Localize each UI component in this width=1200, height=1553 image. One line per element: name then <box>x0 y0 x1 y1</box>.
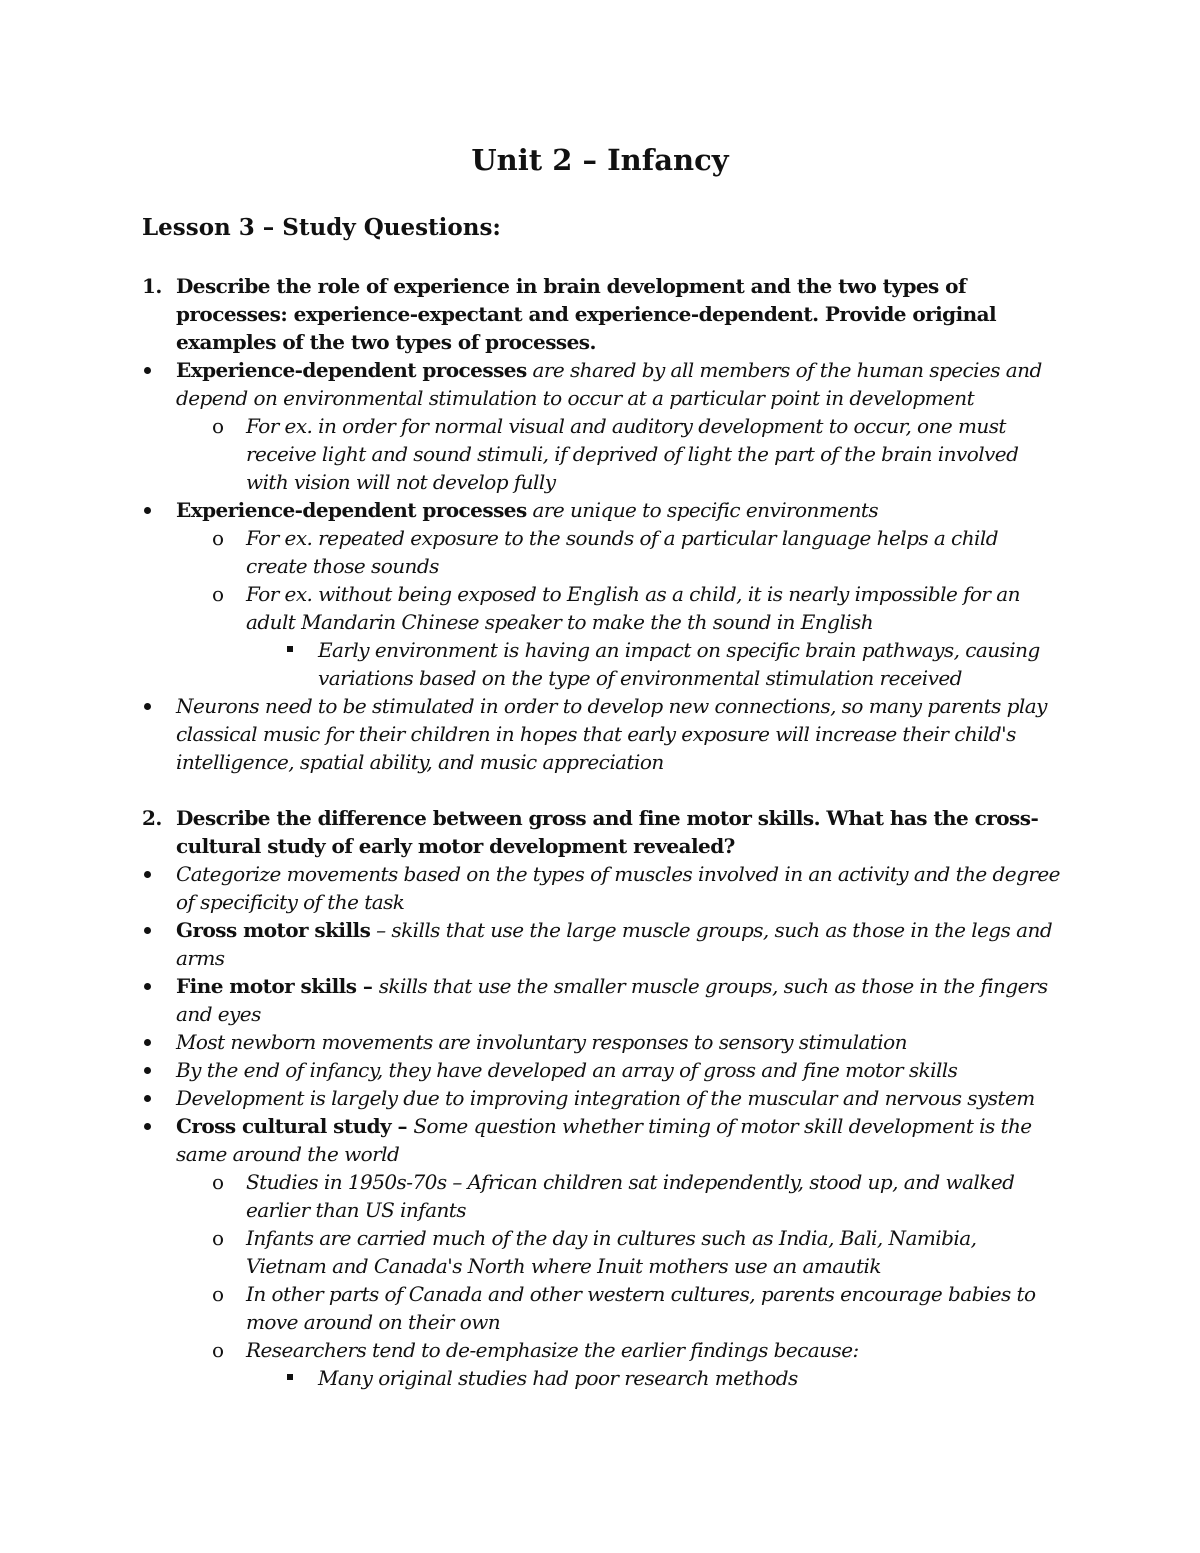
sub-bullet-item: o For ex. in order for normal visual and auditory development to occur, one must receive light and sound stimuli, if deprived of light the part of the brain involved with vision will not develop fully <box>246 412 1062 496</box>
bullet-term: Experience-dependent processes <box>176 358 527 382</box>
sub-bullet-item: o For ex. repeated exposure to the sounds of a particular language helps a child create those sounds <box>246 524 1062 580</box>
bullet-term: Experience-dependent processes <box>176 498 527 522</box>
bullet-text: Some question whether timing of motor skill development is the same around the world <box>176 1114 1032 1166</box>
bullet-text: are unique to specific environments <box>526 498 879 522</box>
question-text: Describe the difference between gross and fine motor skills. What has the cross-cultural study of early motor development revealed? <box>176 806 1039 858</box>
bullet-item <box>142 356 1062 412</box>
bullet-term: Fine motor skills – <box>176 974 379 998</box>
bullet-item: Development is largely due to improving integration of the muscular and nervous system <box>142 1084 1062 1112</box>
study-questions <box>142 272 1062 1392</box>
lesson-heading: Lesson 3 – Study Questions: <box>142 214 501 241</box>
question-2 <box>142 804 1062 860</box>
sub-bullet-item: o Studies in 1950s-70s – African children sat independently, stood up, and walked earlier than US infants <box>246 1168 1062 1224</box>
bullet-text: are shared by all members of the human species and depend on environmental stimulation to occur at a particular point in development <box>176 358 1042 410</box>
bullet-item <box>142 972 1062 1028</box>
sub-sub-bullet-item: Early environment is having an impact on specific brain pathways, causing variations based on the type of environmental stimulation received <box>318 636 1062 692</box>
bullet-item: Most newborn movements are involuntary responses to sensory stimulation <box>142 1028 1062 1056</box>
bullet-text: – skills that use the large muscle groups, such as those in the legs and arms <box>176 918 1053 970</box>
sub-bullet-item: o Researchers tend to de-emphasize the earlier findings because: <box>246 1336 1062 1364</box>
bullet-term: Cross cultural study – <box>176 1114 414 1138</box>
bullet-item <box>142 1112 1062 1168</box>
bullet-item: Neurons need to be stimulated in order to develop new connections, so many parents play classical music for their children in hopes that early exposure will increase their child's intelligence, spatial ability, and music appreciation <box>142 692 1062 776</box>
question-number: 1. <box>142 274 162 298</box>
spacer <box>142 776 1062 804</box>
question-number: 2. <box>142 806 162 830</box>
bullet-item <box>142 496 1062 524</box>
bullet-item: By the end of infancy, they have developed an array of gross and fine motor skills <box>142 1056 1062 1084</box>
bullet-term: Gross motor skills <box>176 918 371 942</box>
question-1 <box>142 272 1062 356</box>
sub-bullet-item: o In other parts of Canada and other western cultures, parents encourage babies to move around on their own <box>246 1280 1062 1336</box>
question-text: Describe the role of experience in brain development and the two types of processes: experience-expectant and experience-dependent. Provide original examples of the two types of processes. <box>176 274 997 354</box>
bullet-item <box>142 916 1062 972</box>
sub-bullet-item: o Infants are carried much of the day in cultures such as India, Bali, Namibia, Vietnam and Canada's North where Inuit mothers use an amautik <box>246 1224 1062 1280</box>
bullet-text: skills that use the smaller muscle groups, such as those in the fingers and eyes <box>176 974 1048 1026</box>
sub-bullet-item: o For ex. without being exposed to English as a child, it is nearly impossible for an adult Mandarin Chinese speaker to make the th sound in English <box>246 580 1062 636</box>
sub-sub-bullet-item: Many original studies had poor research methods <box>318 1364 1062 1392</box>
bullet-item: Categorize movements based on the types of muscles involved in an activity and the degree of specificity of the task <box>142 860 1062 916</box>
page-title: Unit 2 – Infancy <box>471 143 729 177</box>
